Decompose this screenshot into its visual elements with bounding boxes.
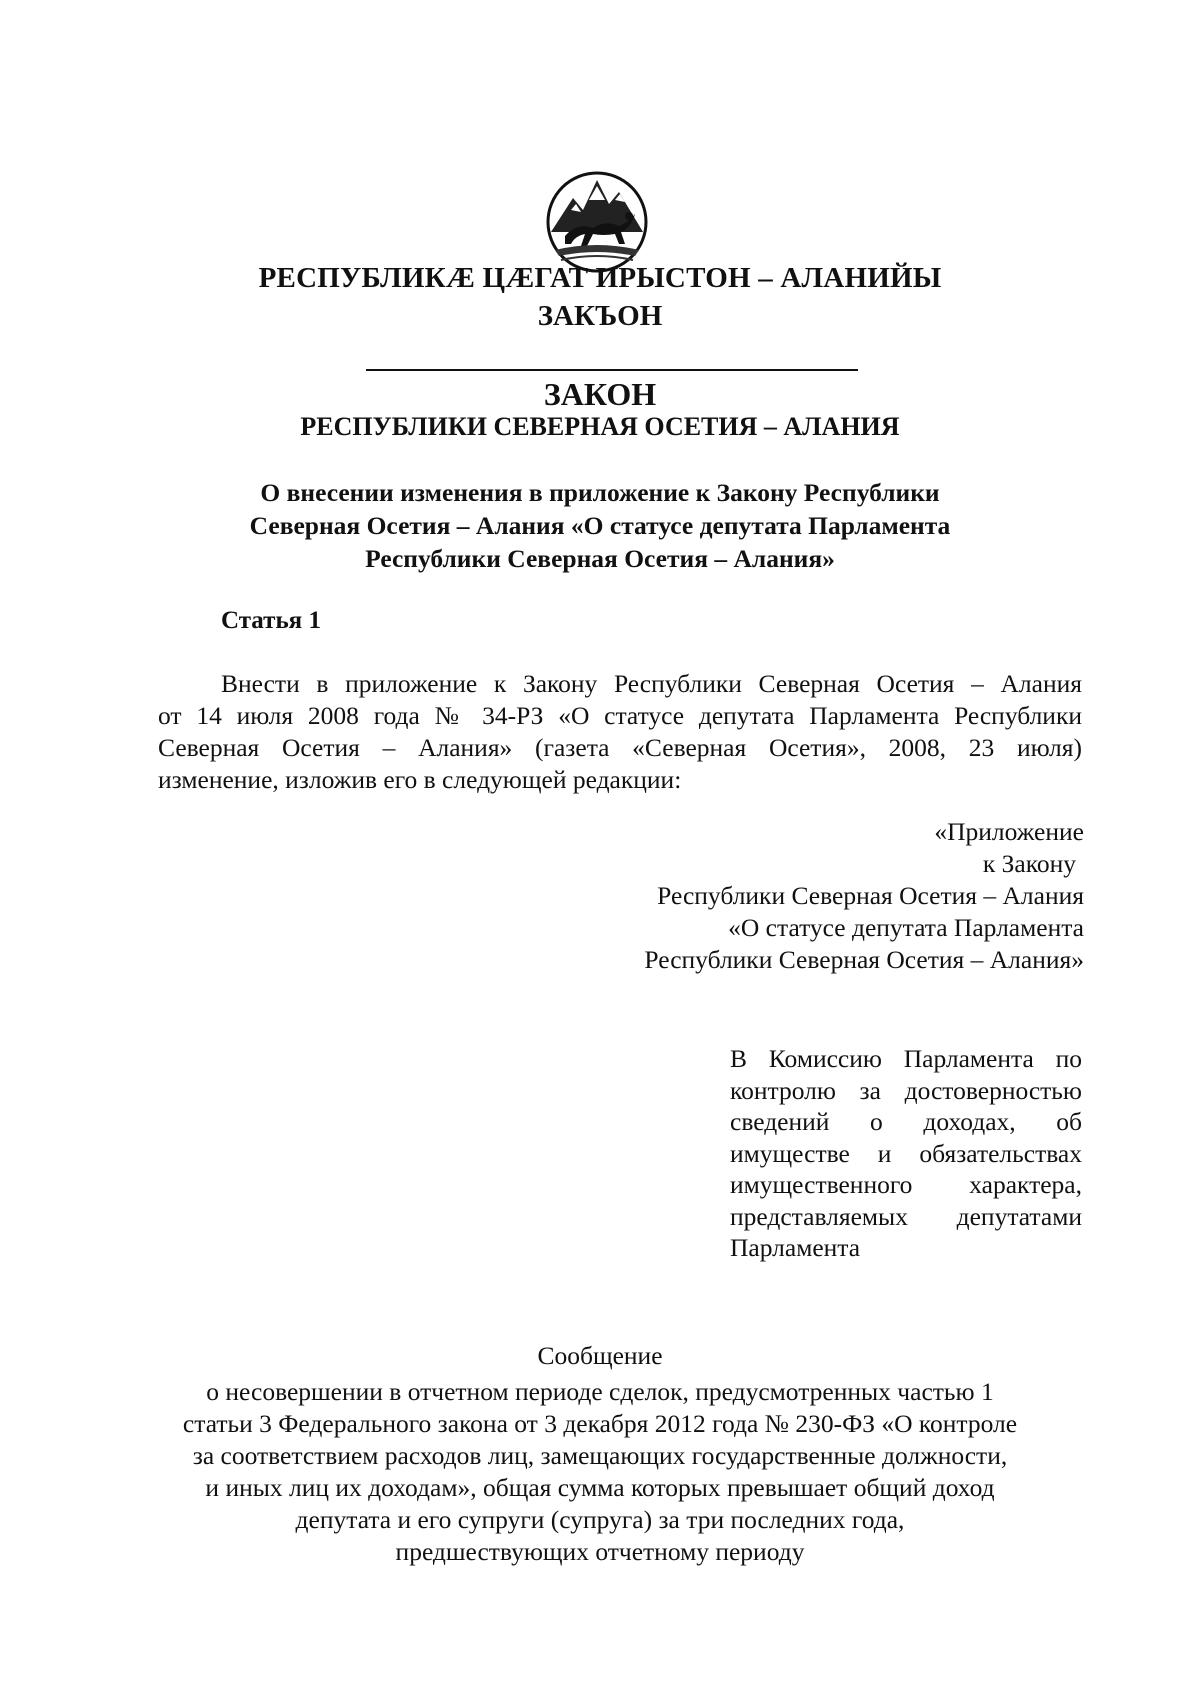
- message-line: депутата и его супруги (супруга) за три последних года,: [295, 1505, 905, 1534]
- addressee-line: представляемых депутатами: [730, 1201, 1082, 1231]
- article-heading: Статья 1: [221, 607, 321, 634]
- message-line: за соответствием расходов лиц, замещающих государственные должности,: [192, 1441, 1008, 1470]
- addressee-block: [730, 1043, 1082, 1264]
- appendix-header: [564, 816, 1084, 976]
- appendix-header-line: Республики Северная Осетия – Алания: [657, 881, 1084, 910]
- coat-of-arms-icon: [543, 170, 651, 274]
- addressee-line: Парламента: [730, 1233, 861, 1262]
- title-russian-line1: ЗАКОН: [543, 376, 657, 412]
- title-ossetian-line1: РЕСПУБЛИКӔ ЦӔГАТ ИРЫСТОН – АЛАНИЙЫ: [258, 262, 942, 294]
- appendix-header-line: к Закону: [982, 849, 1076, 878]
- title-ossetian-line2: ЗАКЪОН: [537, 300, 663, 332]
- message-line: предшествующих отчетному периоду: [395, 1537, 805, 1566]
- message-title: Сообщение: [537, 1341, 663, 1370]
- addressee-line: В Комиссию Парламента по: [730, 1044, 1082, 1073]
- addressee-line: сведений о доходах, об: [730, 1107, 1082, 1136]
- article-body-line: Внести в приложение к Закону Республики Северная Осетия – Алания: [221, 669, 1082, 698]
- appendix-header-line: «Приложение: [934, 817, 1084, 846]
- article-body: [158, 668, 1082, 796]
- addressee-line: имущественного характера,: [730, 1170, 1082, 1199]
- law-title-line: Республики Северная Осетия – Алания»: [365, 544, 835, 573]
- law-title-line: О внесении изменения в приложение к Закону Республики: [260, 478, 940, 507]
- law-title-line: Северная Осетия – Алания «О статусе депутата Парламента: [249, 511, 951, 540]
- article-body-line: изменение, изложив его в следующей редакции:: [158, 765, 682, 794]
- article-body-line: от 14 июля 2008 года № 34-РЗ «О статусе депутата Парламента Республики: [158, 701, 1082, 730]
- title-divider: [366, 369, 858, 371]
- message-line: о несовершении в отчетном периоде сделок, предусмотренных частью 1: [206, 1377, 994, 1406]
- article-body-line: Северная Осетия – Алания» (газета «Северная Осетия», 2008, 23 июля): [158, 733, 1082, 762]
- appendix-header-line: «О статусе депутата Парламента: [728, 913, 1084, 942]
- message-body: [0, 1376, 1200, 1568]
- law-title: [0, 476, 1200, 575]
- message-line: и иных лиц их доходам», общая сумма которых превышает общий доход: [205, 1473, 995, 1502]
- appendix-header-line: Республики Северная Осетия – Алания»: [644, 945, 1084, 974]
- title-russian-line2: РЕСПУБЛИКИ СЕВЕРНАЯ ОСЕТИЯ – АЛАНИЯ: [300, 412, 900, 441]
- addressee-line: контролю за достоверностью: [730, 1075, 1082, 1105]
- addressee-line: имуществе и обязательствах: [730, 1138, 1082, 1168]
- message-line: статьи 3 Федерального закона от 3 декабря 2012 года № 230-ФЗ «О контроле: [182, 1409, 1018, 1438]
